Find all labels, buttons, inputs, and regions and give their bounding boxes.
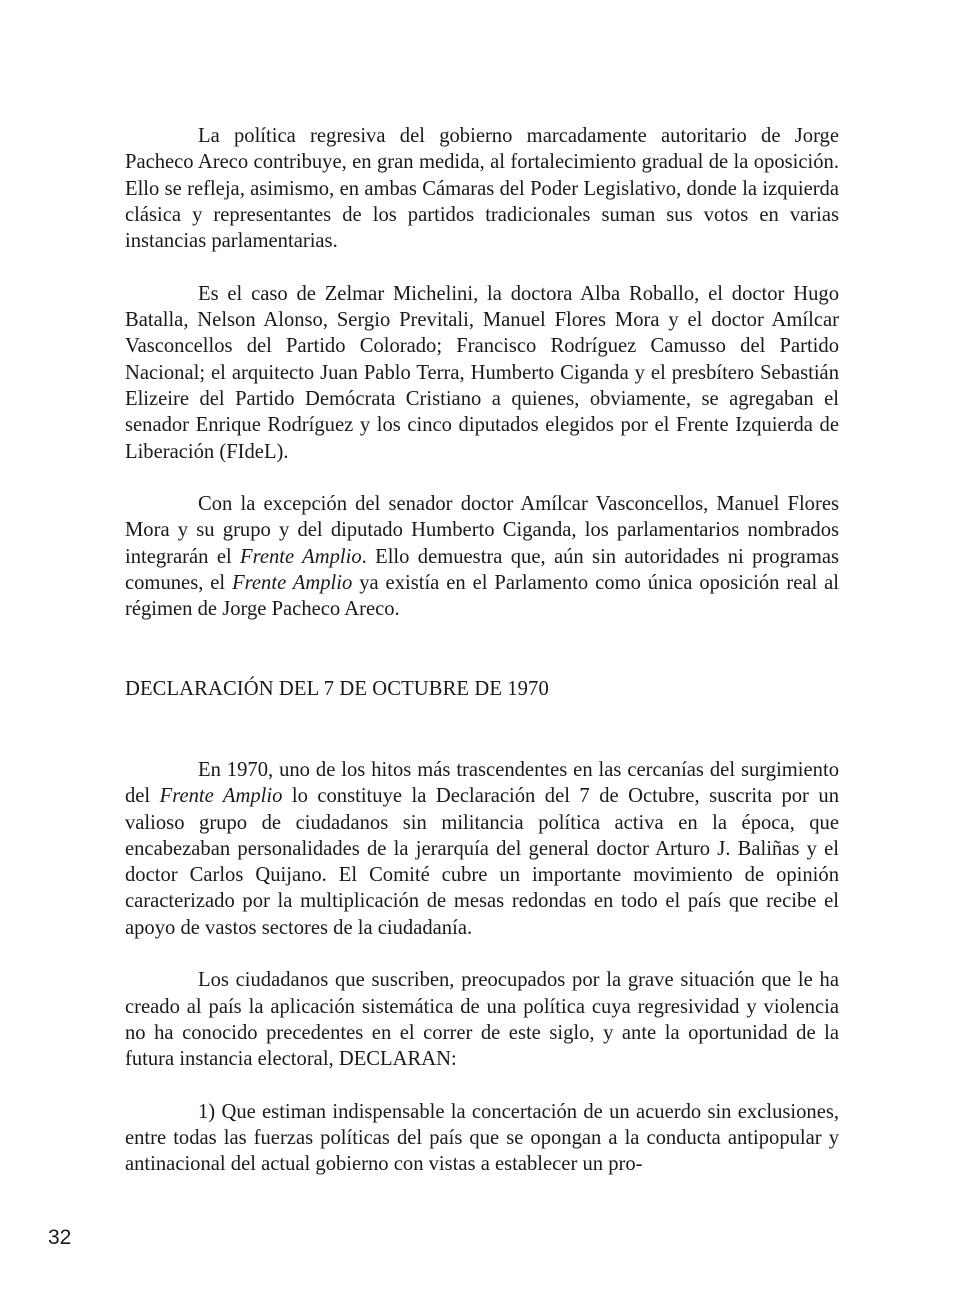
- paragraph: La política regresiva del gobierno marcadamente autoritario de Jorge Pacheco Areco contribuye, en gran medida, al fortalecimiento gradual de la oposición. Ello se refleja, asimismo, en ambas Cámaras del Poder Legislativo, donde la izquierda clásica y representantes de los partidos tradicionales suman sus votos en varias instancias parlamentarias.: [125, 125, 839, 253]
- text-run: lo constituye la Declaración del 7 de Octubre, suscrita por un valioso grupo de ciudadanos sin militancia política activa en la época, que encabezaban personalidades de la jerarquía del general doctor Arturo J. Baliñas y el doctor Carlos Quijano. El Comité cubre un importante movimiento de opinión caracterizado por la multiplicación de mesas redondas en todo el país que recibe el apoyo de vastos sectores de la ciudadanía.: [125, 785, 839, 939]
- paragraph: Los ciudadanos que suscriben, preocupados por la grave situación que le ha creado al país la aplicación sistemática de una política cuya regresividad y violencia no ha conocido precedentes en el correr de este siglo, y ante la oportunidad de la futura instancia electoral, DECLARAN:: [125, 969, 839, 1071]
- italic-title: Frente Amplio: [159, 785, 283, 808]
- italic-title: Frente Amplio: [240, 545, 362, 568]
- section-heading: DECLARACIÓN DEL 7 DE OCTUBRE DE 1970: [125, 678, 549, 700]
- text-run: ya existía en el Parlamento como única oposición real al régimen de Jorge Pacheco Areco.: [125, 572, 839, 621]
- text-run: Con la excepción del senador doctor Amílcar Vasconcellos, Manuel Flores Mora y su grupo y del diputado Humberto Ciganda, los parlamentarios nombrados integrarán el: [125, 493, 839, 568]
- text-run: En 1970, uno de los hitos más trascendentes en las cercanías del surgimiento del: [125, 759, 839, 808]
- page-number: 32: [48, 1226, 72, 1249]
- paragraph: [125, 757, 839, 941]
- paragraph: [125, 491, 839, 622]
- text-run: . Ello demuestra que, aún sin autoridades ni programas comunes, el: [125, 545, 839, 595]
- section-declaration: [125, 757, 839, 1178]
- paragraph: 1) Que estiman indispensable la concertación de un acuerdo sin exclusiones, entre todas las fuerzas políticas del país que se opongan a la conducta antipopular y antinacional del actual gobierno con vistas a establecer un pro-: [125, 1100, 839, 1176]
- italic-title: Frente Amplio: [232, 572, 353, 595]
- section-parliamentary-opposition: [125, 123, 839, 623]
- paragraph: Es el caso de Zelmar Michelini, la doctora Alba Roballo, el doctor Hugo Batalla, Nelson Alonso, Sergio Previtali, Manuel Flores Mora y el doctor Amílcar Vasconcellos del Partido Colorado; Francisco Rodríguez Camusso del Partido Nacional; el arquitecto Juan Pablo Terra, Humberto Ciganda y el presbítero Sebastián Elizeire del Partido Demócrata Cristiano a quienes, obviamente, se agregaban el senador Enrique Rodríguez y los cinco diputados elegidos por el Frente Izquierda de Liberación (FIdeL).: [125, 282, 839, 463]
